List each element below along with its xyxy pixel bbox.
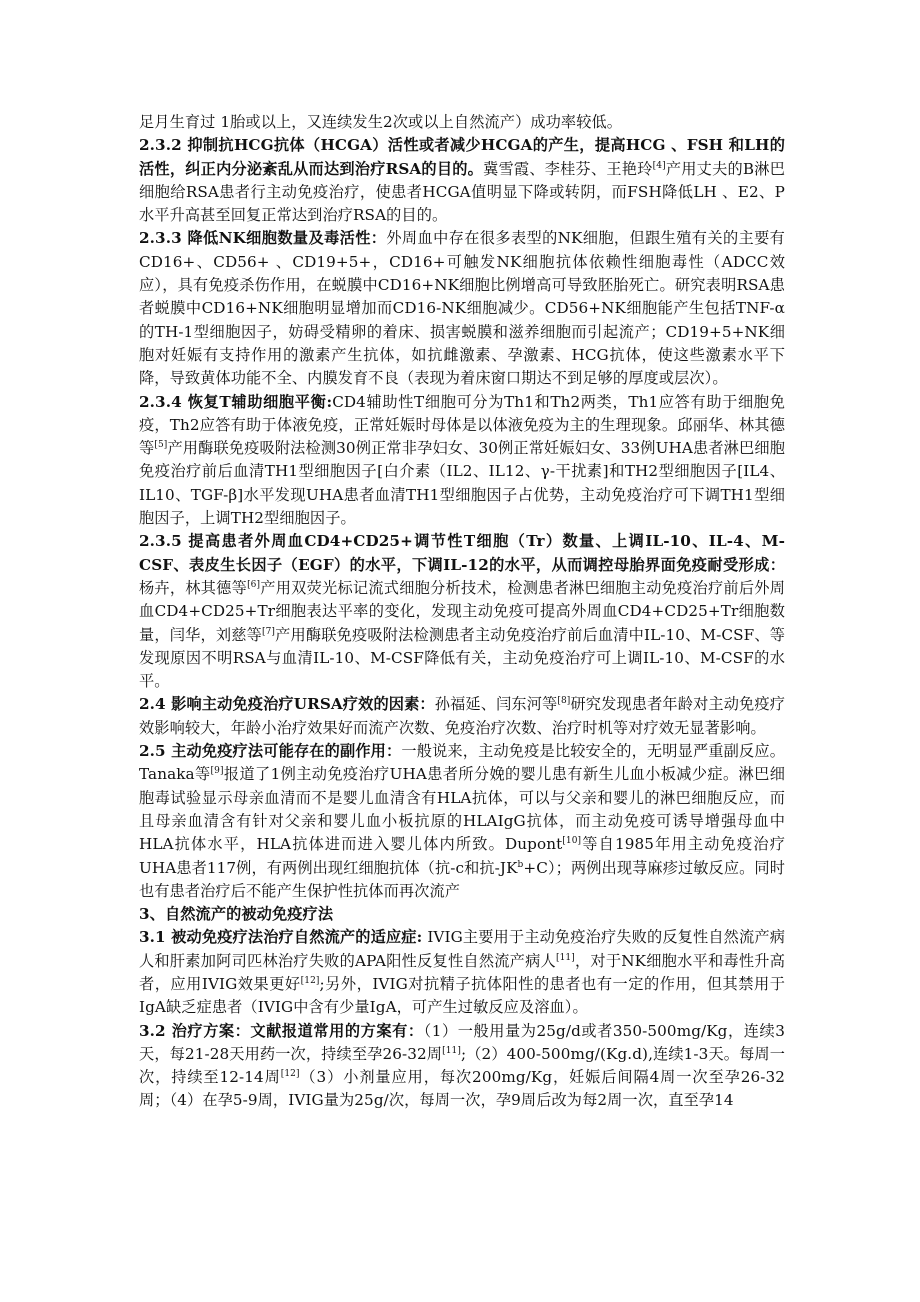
section-2-3-4 [139, 391, 785, 531]
document-body [139, 111, 785, 1113]
citation-ref: [10] [562, 836, 582, 847]
citation-ref: [9] [210, 766, 224, 777]
section-2-3-2 [139, 134, 785, 227]
text-run: ;（2）400-500mg/(Kg.d),连续1-3天。每周一次，持续至12-14周 [139, 1044, 786, 1087]
text-run: 研究发现患者年龄对主动免疫疗效影响较大，年龄小治疗效果好而流产次数、免疫治疗次数、治疗时机等对疗效无显著影响。 [139, 695, 785, 737]
section-2-5 [139, 740, 785, 903]
section-heading: 2.3.4 恢复T辅助细胞平衡: [139, 392, 333, 411]
text-run: 产用双荧光标记流式细胞分析技术，检测患者淋巴细胞主动免疫治疗前后外周血CD4+CD25+Tr细胞表达平率的变化，发现主动免疫可提高外周血CD4+CD25+Tr细胞数量，闫华，刘慈等 [139, 578, 785, 644]
text-run: 孙福延、闫东河等 [434, 695, 558, 714]
section-heading: 2.3.5 提高患者外周血CD4+CD25+调节性T细胞（Tr）数量、上调IL-10、IL-4、M-CSF、表皮生长因子（EGF）的水平，下调IL-12的水平，从而调控母胎界面免疫耐受形成： [139, 532, 785, 574]
section-heading: 3.2 治疗方案：文献报道常用的方案有： [139, 1021, 424, 1040]
text-run: ;另外，IVIG对抗精子抗体阳性的患者也有一定的作用，但其禁用于IgA缺乏症患者（IVIG中含有少量IgA，可产生过敏反应及溶血）。 [139, 974, 785, 1017]
section-heading: 2.3.2 抑制抗HCG抗体（HCGA）活性或者减少HCGA的产生，提高HCG 、FSH 和LH的活性，纠正内分泌紊乱从而达到治疗RSA的目的。 [139, 136, 785, 178]
section-2-3-5 [139, 530, 785, 693]
text-run: （3）小剂量应用，每次200mg/Kg，妊娠后间隔4周一次至孕26-32周；（4）在孕5-9周，IVIG量为25g/次，每周一次，孕9周后改为每2周一次，直至孕14 [139, 1068, 785, 1110]
citation-ref: [7] [261, 626, 276, 637]
text-run: 等自1985年用主动免疫治疗UHA患者117例，有两例出现红细胞抗体（抗-c和抗-JK [139, 835, 785, 877]
section-3-2 [139, 1020, 785, 1113]
text-run: 一般说来，主动免疫是比较安全的，无明显严重副反应。Tanaka等 [139, 742, 785, 784]
text-run: 产用酶联免疫吸附法检测30例正常非孕妇女、30例正常妊娠妇女、33例UHA患者淋巴细胞免疫治疗前后血清TH1型细胞因子[白介素（IL2、IL12、γ-干扰素]和TH2型细胞因子[IL4、IL10、TGF-β]水平发现UHA患者血清TH1型细胞因子占优势，主动免疫治疗可下调TH1型细胞因子，上调TH2型细胞因子。 [139, 439, 785, 528]
text-run: 足月生育过 1胎或以上，又连续发生2次或以上自然流产）成功率较低。 [139, 113, 623, 131]
section-heading: 3、自然流产的被动免疫疗法 [139, 905, 334, 924]
section-heading: 2.4 影响主动免疫治疗URSA疗效的因素： [139, 695, 435, 714]
text-run: 冀雪霞、李桂芬、王艳玲 [483, 159, 653, 178]
text-run: 外周血中存在很多表型的NK细胞，但跟生殖有关的主要有CD16+、CD56+ 、CD19+5+，CD16+可触发NK细胞抗体依赖性细胞毒性（ADCC效应），具有免疫杀伤作用，在蜕膜中CD16+NK细胞比例增高可导致胚胎死亡。研究表明RSA患者蜕膜中CD16+NK细胞明显增加而CD16-NK细胞减少。CD56+NK细胞能产生包括TNF-α的TH-1型细胞因子，妨碍受精卵的着床、损害蜕膜和滋养细胞而引起流产；CD19+5+NK细胞对妊娠有支持作用的激素产生抗体，如抗雌激素、孕激素、HCG抗体，使这些激素水平下降，导致黄体功能不全、内膜发育不良（表现为着床窗口期达不到足够的厚度或层次）。 [139, 229, 785, 388]
section-heading: 2.3.3 降低NK细胞数量及毒活性： [139, 229, 387, 248]
section-2-4 [139, 693, 785, 740]
text-run: CD4辅助性T细胞可分为Th1和Th2两类，Th1应答有助于细胞免疫，Th2应答有助于体液免疫，正常妊娠时母体是以体液免疫为主的生理现象。邱丽华、林其德等 [139, 392, 785, 458]
section-3 [139, 903, 785, 926]
section-heading: 3.1 被动免疫疗法治疗自然流产的适应症: [139, 928, 423, 947]
citation-ref: [11] [555, 952, 575, 963]
citation-ref: [11] [442, 1045, 461, 1056]
text-run: 报道了1例主动免疫治疗UHA患者所分娩的婴儿患有新生儿血小板减少症。淋巴细胞毒试验显示母亲血清而不是婴儿血清含有HLA抗体，可以与父亲和婴儿的淋巴细胞反应，而且母亲血清含有针对父亲和婴儿血小板抗原的HLAIgG抗体，而主动免疫可诱导增强母血中HLA抗体水平，HLA抗体进而进入婴儿体内所致。Dupont [139, 765, 785, 854]
citation-ref: [4] [652, 160, 666, 171]
superscript: b [517, 859, 524, 870]
section-2-3-3 [139, 227, 785, 390]
paragraph-intro-tail [139, 111, 785, 134]
text-run: 产用酶联免疫吸附法检测患者主动免疫治疗前后血清中IL-10、M-CSF、等发现原因不明RSA与血清IL-10、M-CSF降低有关，主动免疫治疗可上调IL-10、M-CSF的水平。 [139, 625, 785, 691]
citation-ref: [12] [300, 975, 320, 986]
section-heading: 2.5 主动免疫疗法可能存在的副作用： [139, 742, 402, 761]
text-run: 杨卉，林其德等 [139, 578, 248, 597]
citation-ref: [5] [154, 440, 168, 451]
text-run: （1）一般用量为25g/d或者350-500mg/Kg，连续3天，每21-28天用药一次，持续至孕26-32周 [139, 1021, 785, 1063]
citation-ref: [6] [247, 579, 261, 590]
citation-ref: [8] [557, 696, 571, 707]
section-3-1 [139, 926, 785, 1019]
text-run: 产用丈夫的B淋巴细胞给RSA患者行主动免疫治疗，使患者HCGA值明显下降或转阴，而FSH降低LH 、E2、P水平升高甚至回复正常达到治疗RSA的目的。 [139, 159, 785, 225]
text-run: +C）；两例出现荨麻疹过敏反应。同时也有患者治疗后不能产生保护性抗体而再次流产 [139, 858, 786, 900]
text-run: ，对于NK细胞水平和毒性升高者，应用IVIG效果更好 [139, 951, 785, 993]
text-run: IVIG主要用于主动免疫治疗失败的反复性自然流产病人和肝素加阿司匹林治疗失败的APA阳性反复性自然流产病人 [139, 928, 785, 970]
citation-ref: [12] [280, 1069, 300, 1080]
